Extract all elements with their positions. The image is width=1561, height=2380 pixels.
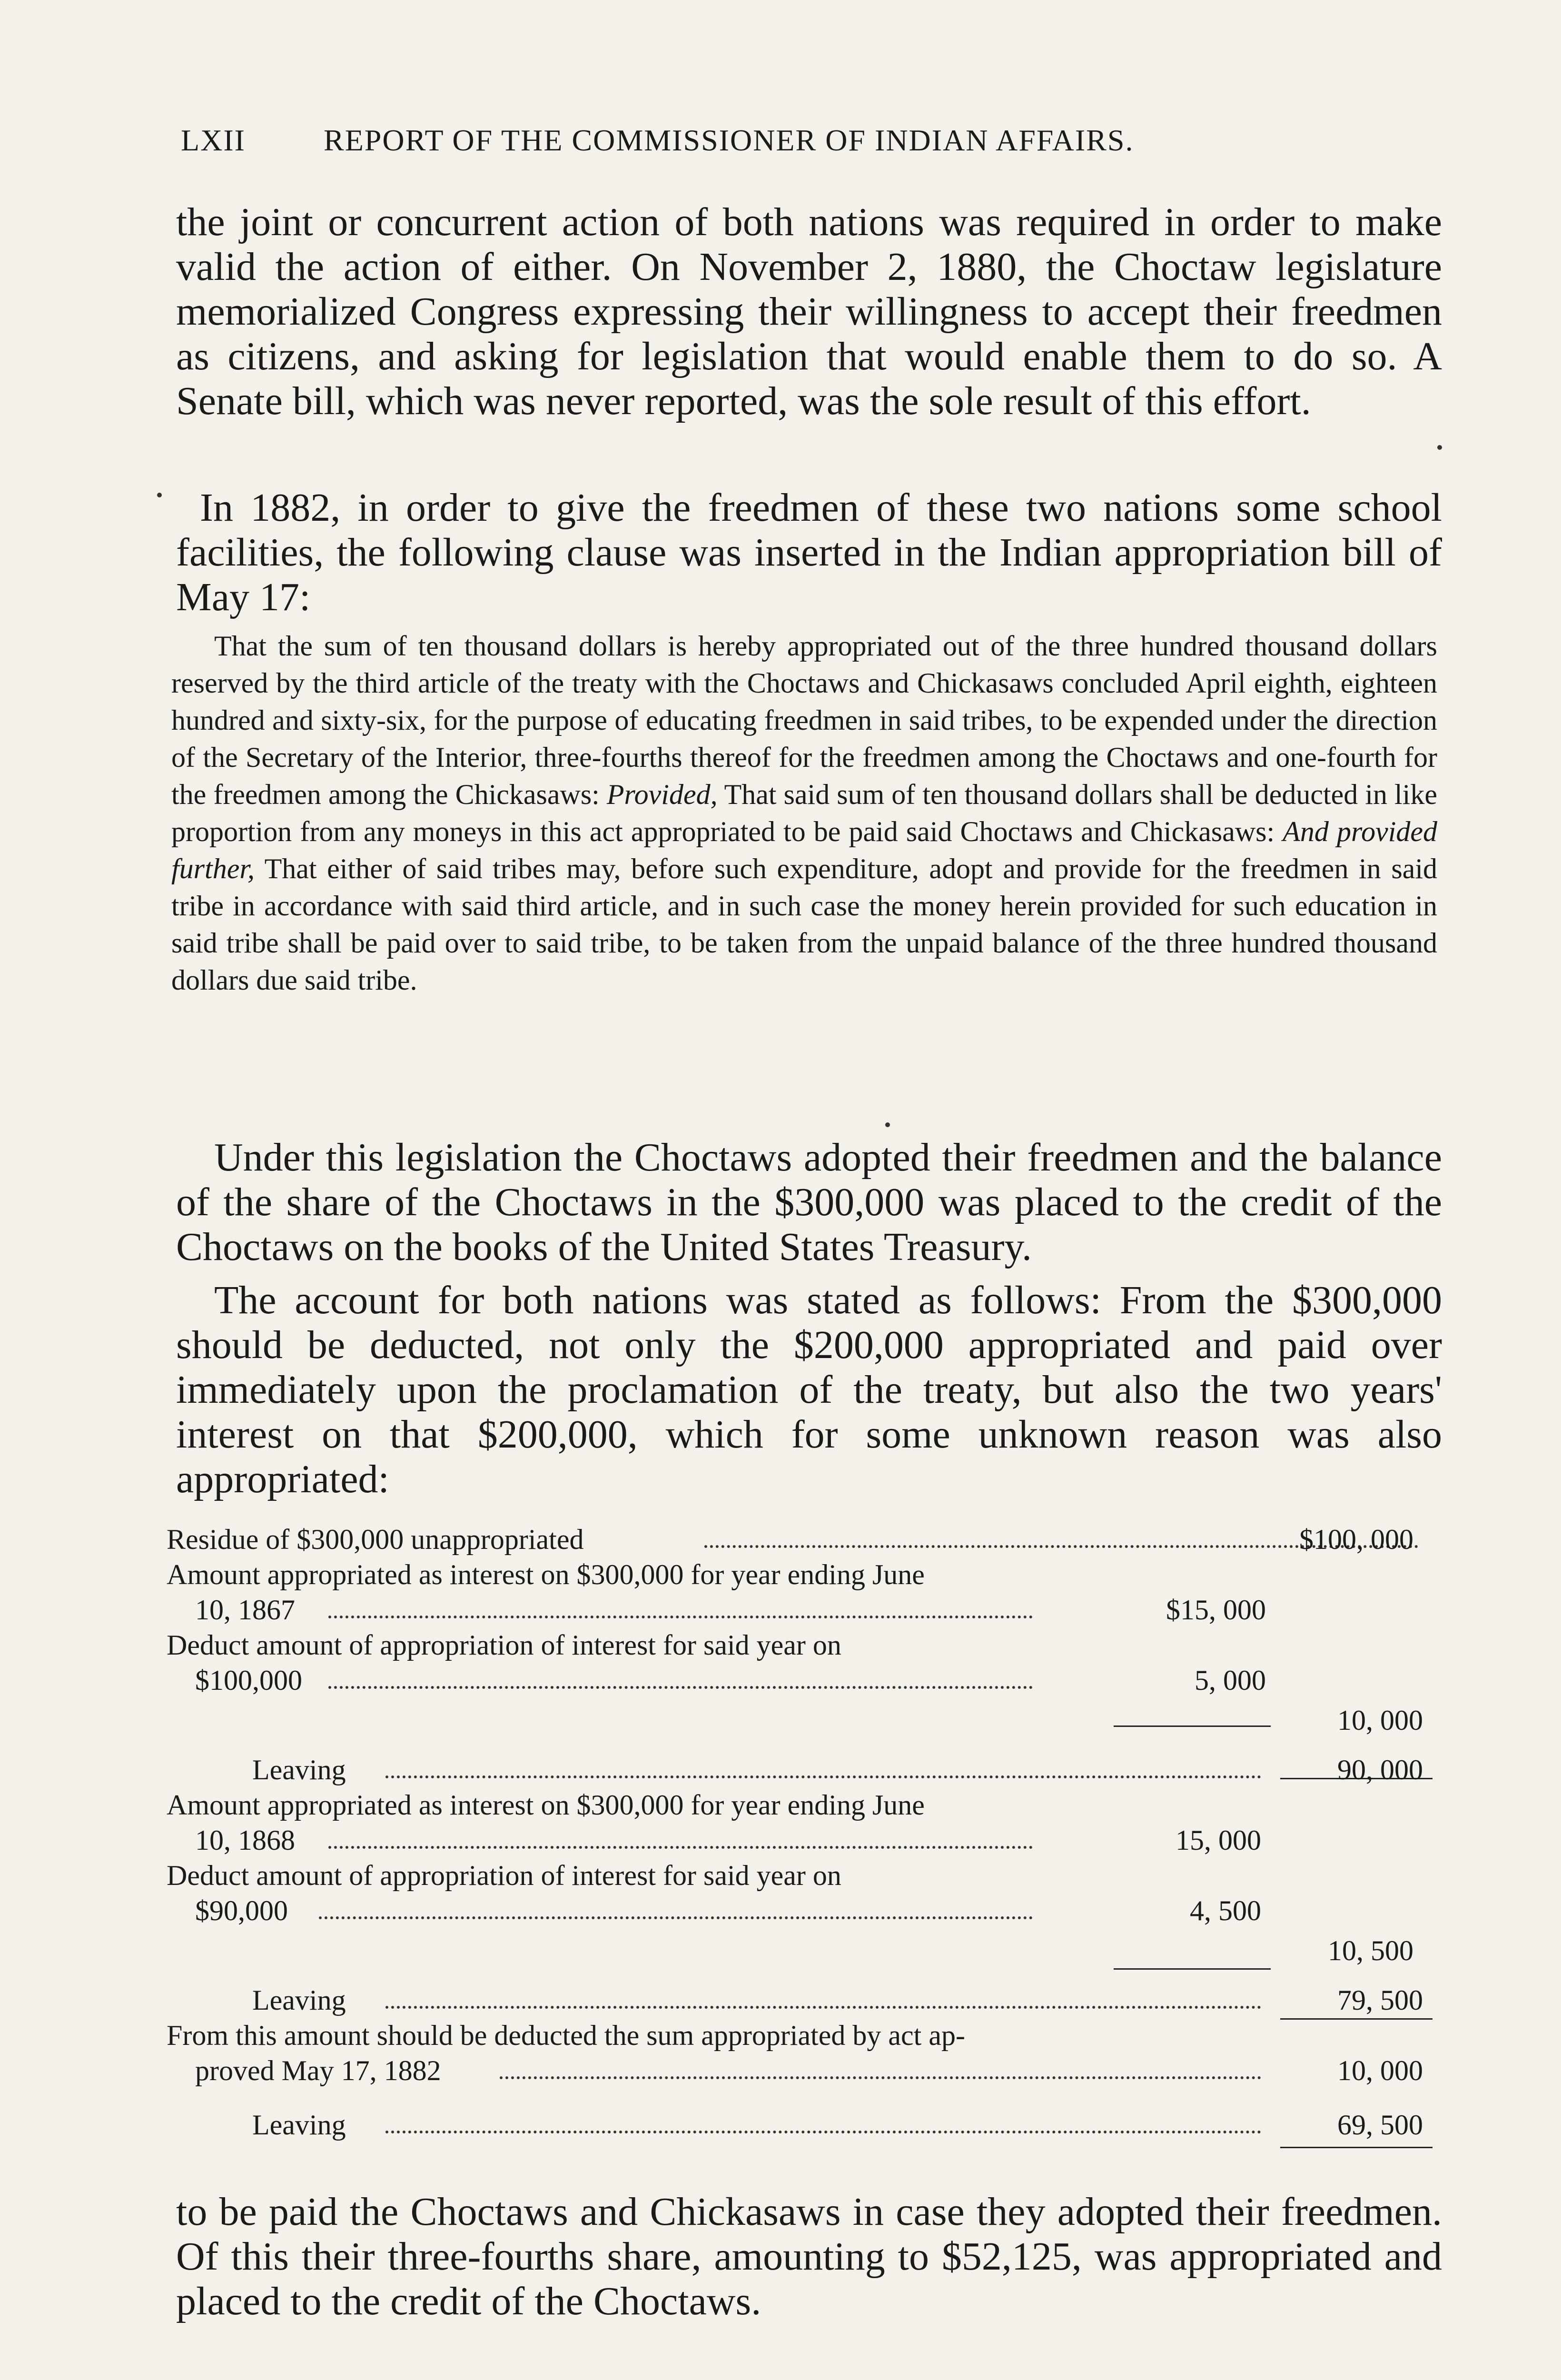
- ledger-label: From this amount should be deducted the sum appropriated by act ap-: [167, 2020, 965, 2051]
- ledger-label: $100,000: [195, 1665, 302, 1696]
- page-number: LXII: [181, 123, 246, 157]
- ledger-row: [167, 1824, 1442, 1864]
- account-ledger: [167, 1523, 1442, 2163]
- ledger-total: 10, 500: [1328, 1935, 1413, 1966]
- ledger-row: [167, 1984, 1442, 2024]
- ledger-label: Leaving: [252, 1754, 346, 1785]
- ledger-total: 10, 000: [1337, 2055, 1423, 2086]
- ledger-subtotal: 15, 000: [1176, 1825, 1261, 1856]
- ledger-label: Amount appropriated as interest on $300,000 for year ending June: [167, 1559, 925, 1590]
- ledger-label: $90,000: [195, 1895, 288, 1926]
- ledger-row: [167, 1704, 1442, 1744]
- ledger-row: [167, 1523, 1442, 1563]
- ledger-label: Deduct amount of appropriation of interest for said year on: [167, 1629, 841, 1661]
- ledger-total: 69, 500: [1337, 2109, 1423, 2141]
- stray-mark: [885, 1122, 890, 1127]
- ledger-row: [167, 2019, 1442, 2059]
- ledger-subtotal: 5, 000: [1195, 1665, 1266, 1696]
- paragraph-2: In 1882, in order to give the freedmen of these two nations some school facilities, the following clause was inserted in the Indian appropriation bill of May 17:: [176, 486, 1442, 619]
- ledger-row: [167, 1664, 1442, 1704]
- stray-mark: [1437, 445, 1442, 450]
- ledger-row: [167, 1894, 1442, 1934]
- ledger-row: [167, 1629, 1442, 1669]
- ledger-row: [167, 2054, 1442, 2094]
- paragraph-5: to be paid the Choctaws and Chickasaws in case they adopted their freedmen. Of this their three-fourths share, amounting to $52,125, was appropriated and placed to the credit of the Choctaws.: [176, 2190, 1442, 2323]
- ledger-subtotal: 4, 500: [1190, 1895, 1261, 1926]
- ledger-row: [167, 1934, 1442, 1974]
- ledger-row: [167, 1594, 1442, 1634]
- ledger-label: 10, 1868: [195, 1825, 295, 1856]
- running-header: [181, 123, 1294, 158]
- paragraph-4: The account for both nations was stated as follows: From the $300,000 should be deducted, not only the $200,000 appropriated and paid over immediately upon the proclamation of the treaty, but also the two years' interest on that $200,000, which for some unknown reason was also appropriated:: [176, 1278, 1442, 1501]
- stray-mark: [157, 493, 162, 497]
- ledger-row: [167, 1859, 1442, 1899]
- quote-part-b: That said sum of ten thousand dollars shall be deducted in like proportion from any moneys in this act appropriated to be paid said Choctaws and Chickasaws:: [171, 779, 1437, 847]
- header-title: REPORT OF THE COMMISSIONER OF INDIAN AFFAIRS.: [324, 123, 1134, 157]
- ledger-subtotal: $15, 000: [1166, 1594, 1266, 1626]
- quote-part-c: That either of said tribes may, before such expenditure, adopt and provide for the freedmen in said tribe in accordance with said third article, and in such case the money herein provided for such education in said tribe shall be paid over to said tribe, to be taken from the unpaid balance of the three hundred thousand dollars due said tribe.: [171, 853, 1437, 996]
- quote-provided-further: And provided further,: [171, 816, 1438, 884]
- ledger-label: Leaving: [252, 1984, 346, 2016]
- ledger-label: Amount appropriated as interest on $300,000 for year ending June: [167, 1789, 925, 1821]
- quote-part-a: That the sum of ten thousand dollars is hereby appropriated out of the three hundred thousand dollars reserved by the third article of the treaty with the Choctaws and Chickasaws concluded April eighth, eighteen hundred and sixty-six, for the purpose of educating freedmen in said tribes, to be expended under the direction of the Secretary of the Interior, three-fourths thereof for the freedmen among the Choctaws and one-fourth for the freedmen among the Chickasaws:: [171, 630, 1437, 810]
- ledger-total: 10, 000: [1337, 1705, 1423, 1736]
- ledger-label: 10, 1867: [195, 1594, 295, 1626]
- ledger-label: Leaving: [252, 2109, 346, 2141]
- ledger-total: $100, 000: [1299, 1524, 1413, 1555]
- ledger-total: 90, 000: [1337, 1754, 1423, 1785]
- ledger-label: Deduct amount of appropriation of interest for said year on: [167, 1860, 841, 1891]
- ledger-row: [167, 2109, 1442, 2149]
- quote-provided: Provided,: [606, 779, 718, 810]
- ledger-label: proved May 17, 1882: [195, 2055, 441, 2086]
- ledger-label: Residue of $300,000 unappropriated: [167, 1524, 584, 1555]
- paragraph-1: the joint or concurrent action of both nations was required in order to make valid the action of either. On November 2, 1880, the Choctaw legislature memorialized Congress expressing their willingness to accept their freedmen as citizens, and asking for legislation that would enable them to do so. A Senate bill, which was never reported, was the sole result of this effort.: [176, 200, 1442, 423]
- quoted-clause: [171, 627, 1437, 999]
- ledger-row: [167, 1558, 1442, 1598]
- paragraph-3: Under this legislation the Choctaws adopted their freedmen and the balance of the share of the Choctaws in the $300,000 was placed to the credit of the Choctaws on the books of the United States Treasury.: [176, 1135, 1442, 1269]
- ledger-row: [167, 1789, 1442, 1829]
- ledger-row: [167, 1754, 1442, 1794]
- ledger-total: 79, 500: [1337, 1984, 1423, 2016]
